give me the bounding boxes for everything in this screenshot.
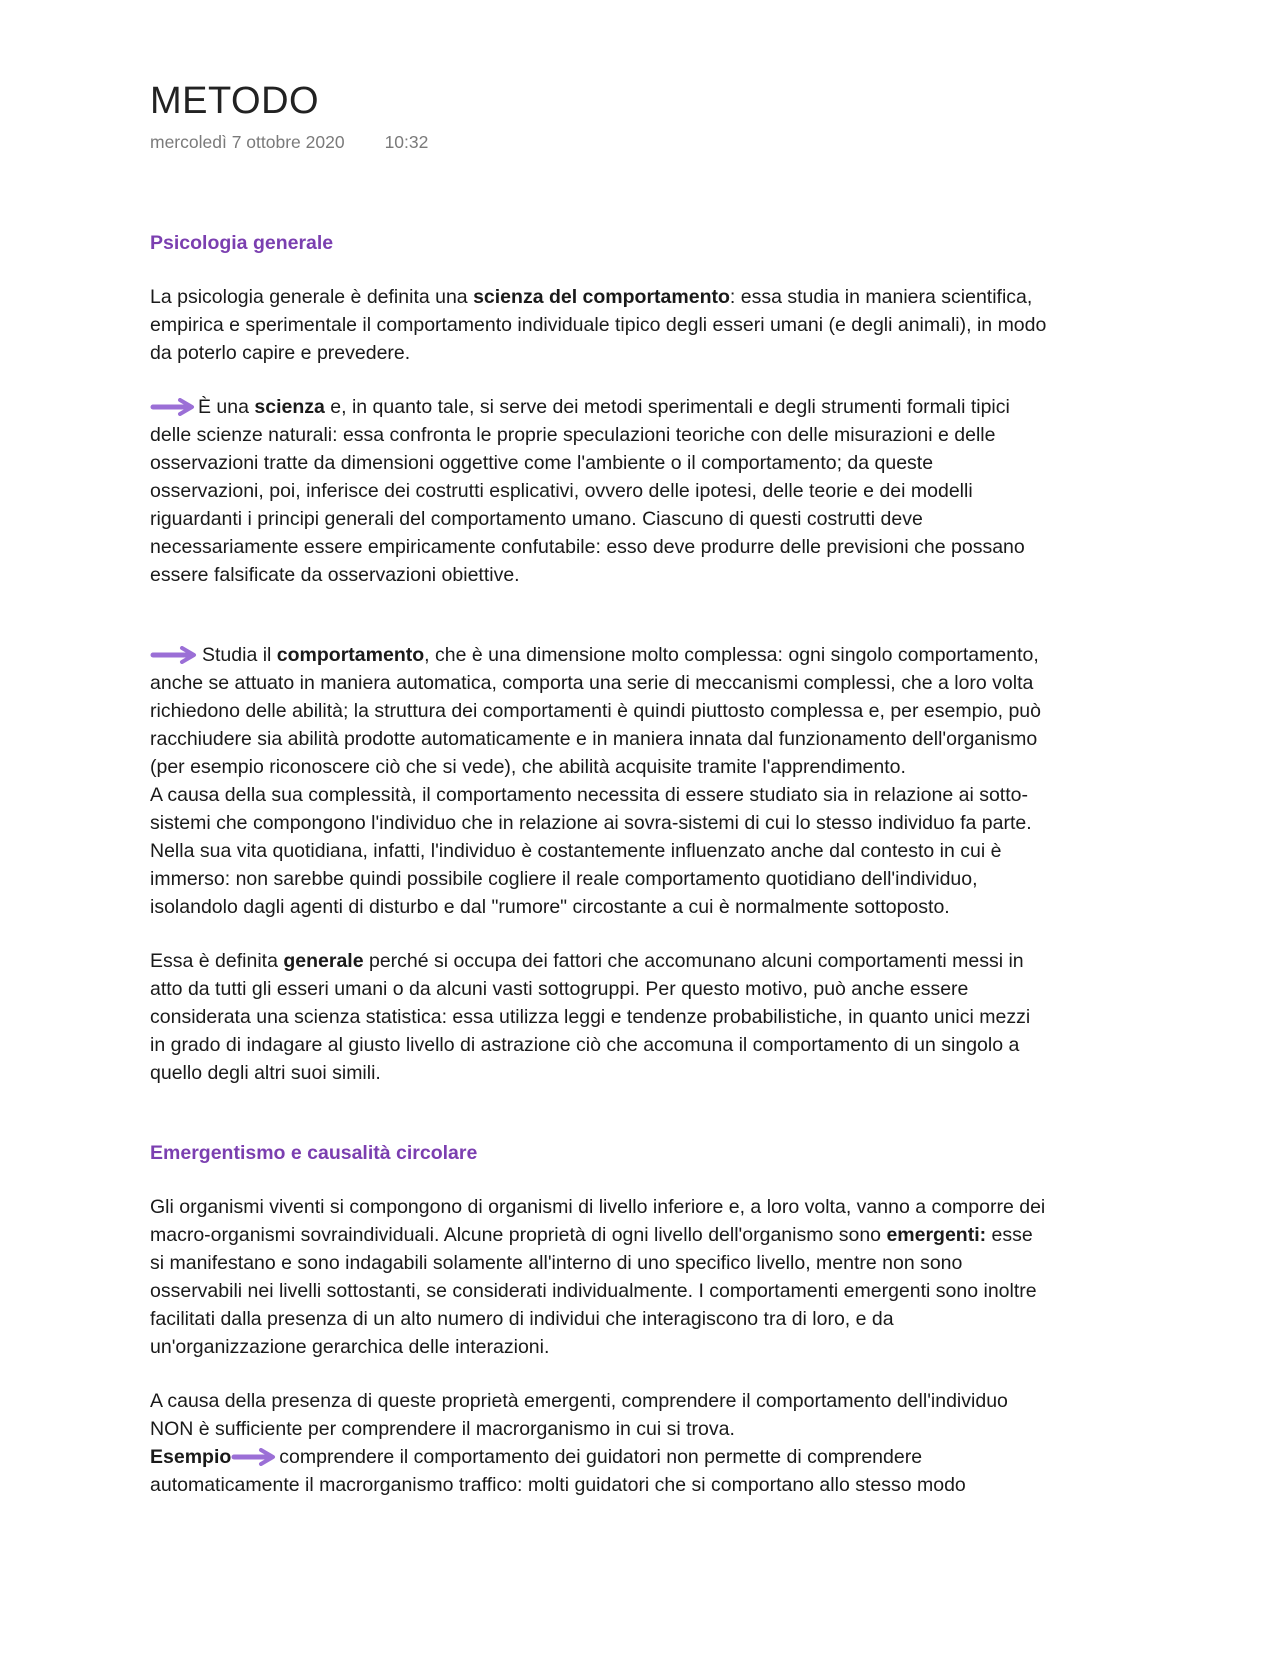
paragraph-macrorganismo: A causa della presenza di queste proprietà emergenti, comprendere il comportamento dell'individuo NON è sufficiente per comprendere il macrorganismo in cui si trova. bbox=[150, 1390, 1008, 1440]
text-run: È una bbox=[198, 396, 255, 418]
arrow-right-icon bbox=[231, 1448, 277, 1466]
text-run: esse si manifestano e sono indagabili solamente all'interno di uno specifico livello, mentre non sono osservabili nei livelli sottostanti, se considerati individualmente. I comportamenti emergenti sono inoltre facilitati dalla presenza di un alto numero di individui che interagiscono tra di loro, e da un'organizzazione gerarchica delle interazioni. bbox=[150, 1224, 1037, 1358]
arrow-right-icon bbox=[150, 398, 196, 416]
paragraph-esempio bbox=[150, 1443, 1050, 1499]
section-heading-emergentismo: Emergentismo e causalità circolare bbox=[150, 1142, 478, 1164]
paragraph-generale bbox=[150, 947, 1050, 1087]
note-metadata bbox=[150, 132, 1050, 153]
note-page bbox=[150, 76, 1050, 1499]
text-run: La psicologia generale è definita una bbox=[150, 286, 474, 308]
example-label: Esempio bbox=[150, 1446, 232, 1468]
text-run: comprendere il comportamento dei guidatori non permette di comprendere automaticamente il macrorganismo traffico: molti guidatori che si comportano allo stesso modo bbox=[150, 1446, 966, 1496]
bold-term: comportamento bbox=[276, 644, 425, 666]
bold-term: emergenti: bbox=[886, 1224, 987, 1246]
text-run: perché si occupa dei fattori che accomunano alcuni comportamenti messi in atto da tutti gli esseri umani o da alcuni vasti sottogruppi. Per questo motivo, può anche essere considerata una scienza statistica: essa utilizza leggi e tendenze probabilistiche, in quanto unici mezzi in grado di indagare al giusto livello di astrazione ciò che accomuna il comportamento di un singolo a quello degli altri suoi simili. bbox=[150, 950, 1031, 1084]
text-run: : essa studia in maniera scientifica, empirica e sperimentale il comportamento individuale tipico degli esseri umani (e degli animali), in modo da poterlo capire e prevedere. bbox=[150, 286, 1047, 364]
paragraph-scienza bbox=[150, 393, 1050, 589]
paragraph-comportamento bbox=[150, 641, 1050, 781]
page-title: METODO bbox=[150, 80, 320, 122]
text-run: , che è una dimensione molto complessa: ogni singolo comportamento, anche se attuato in maniera automatica, comporta una serie di meccanismi complessi, che a loro volta richiedono delle abilità; la struttura dei comportamenti è quindi piuttosto complessa e, per esempio, può racchiudere sia abilità prodotte automaticamente e in maniera innata dal funzionamento dell'organismo (per esempio riconoscere ciò che si vede), che abilità acquisite tramite l'apprendimento. bbox=[150, 644, 1042, 778]
note-date: mercoledì 7 ottobre 2020 bbox=[150, 132, 345, 152]
bold-term: scienza bbox=[254, 396, 325, 418]
bold-term: scienza del comportamento bbox=[473, 286, 730, 308]
text-run: e, in quanto tale, si serve dei metodi sperimentali e degli strumenti formali tipici delle scienze naturali: essa confronta le proprie speculazioni teoriche con delle misurazioni e delle osservazioni tratte da dimensioni oggettive come l'ambiente o il comportamento; da queste osservazioni, poi, inferisce dei costrutti esplicativi, ovvero delle ipotesi, delle teorie e dei modelli riguardanti i principi generali del comportamento umano. Ciascuno di questi costrutti deve necessariamente essere empiricamente confutabile: esso deve produrre delle previsioni che possano essere falsificate da osservazioni obiettive. bbox=[150, 396, 1025, 586]
note-time: 10:32 bbox=[384, 132, 429, 152]
text-run: Essa è definita bbox=[150, 950, 284, 972]
arrow-right-icon bbox=[150, 646, 200, 664]
section-heading-psicologia: Psicologia generale bbox=[150, 232, 334, 254]
text-run: Studia il bbox=[202, 644, 277, 666]
paragraph-complessita: A causa della sua complessità, il comportamento necessita di essere studiato sia in relazione ai sotto-sistemi che compongono l'individuo che in relazione ai sovra-sistemi di cui lo stesso individuo fa parte. Nella sua vita quotidiana, infatti, l'individuo è costantemente influenzato anche dal contesto in cui è immerso: non sarebbe quindi possibile cogliere il reale comportamento quotidiano dell'individuo, isolandolo dagli agenti di disturbo e dal "rumore" circostante a cui è normalmente sottoposto. bbox=[150, 784, 1032, 918]
paragraph-definizione bbox=[150, 283, 1050, 367]
text-run: Gli organismi viventi si compongono di organismi di livello inferiore e, a loro volta, vanno a comporre dei macro-organismi sovraindividuali. Alcune proprietà di ogni livello dell'organismo sono bbox=[150, 1196, 1046, 1246]
paragraph-emergenti bbox=[150, 1193, 1050, 1361]
bold-term: generale bbox=[283, 950, 364, 972]
